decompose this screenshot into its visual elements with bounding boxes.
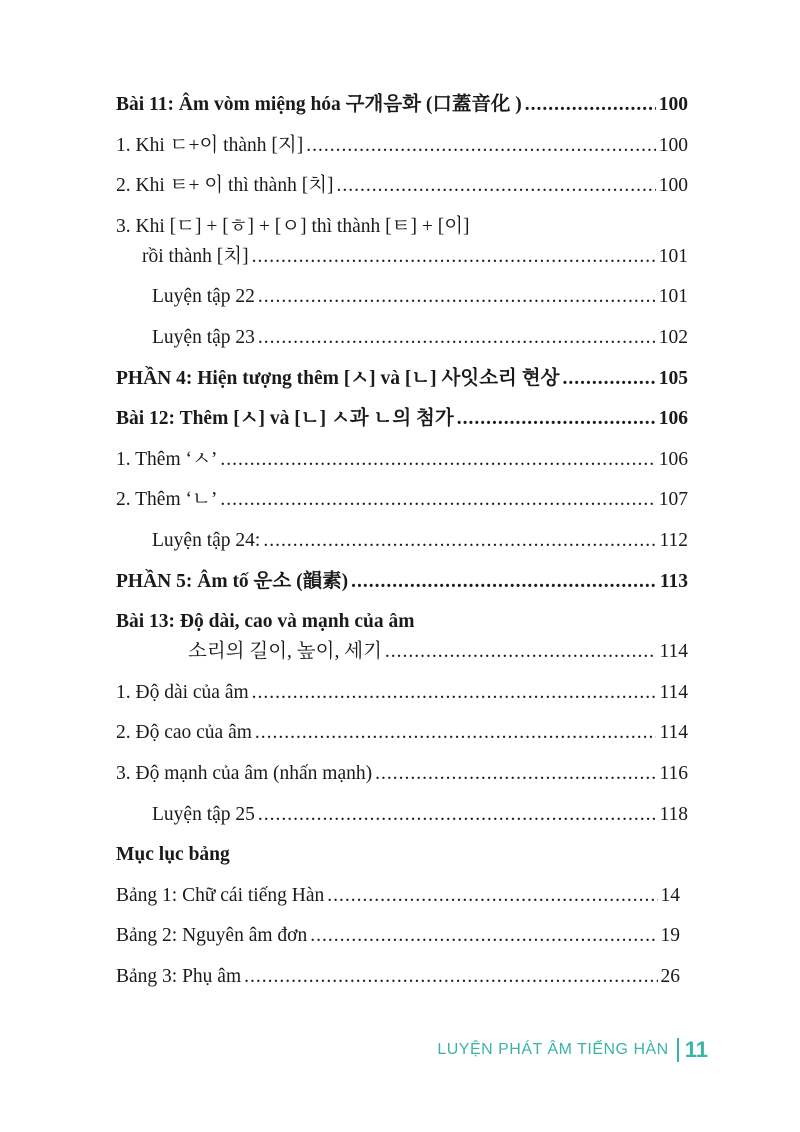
page-number: 11 [684,1037,708,1062]
toc-entry-page: 100 [658,175,688,197]
toc-entry-page: 106 [658,408,688,430]
toc-entry-table-3[interactable] [116,963,688,991]
dot-leader [252,679,657,707]
toc-entry-11-3[interactable] [116,213,688,241]
toc-entry-title: PHẦN 4: Hiện tượng thêm [ㅅ] và [ㄴ] 사잇소리 현상 [116,367,560,389]
toc-entry-title: Bài 11: Âm vòm miệng hóa 구개음화 (口蓋音化 ) [116,94,522,115]
toc-entry-page: 19 [660,925,680,947]
dot-leader [351,568,657,596]
toc-entry-practice-24[interactable] [116,527,688,555]
book-title: LUYỆN PHÁT ÂM TIẾNG HÀN [437,1041,669,1058]
toc-entry-title: Luyện tập 22 [152,286,255,308]
toc-entry-page: 118 [659,803,688,825]
dot-leader [385,638,657,666]
dot-leader [258,324,656,352]
toc-entry-title: 1. Độ dài của âm [116,681,249,703]
dot-leader [258,801,657,829]
dot-leader [562,365,655,393]
toc-entry-13-3[interactable] [116,760,688,788]
toc-entry-table-1[interactable] [116,882,688,910]
toc-entry-page: 116 [659,762,688,784]
dot-leader [327,882,657,910]
dot-leader [337,172,656,200]
toc-entry-lesson-12[interactable] [116,405,688,433]
toc-entry-practice-25[interactable] [116,801,688,829]
toc-entry-part-4[interactable] [116,365,688,393]
toc-entry-title: PHẦN 5: Âm tố 운소 (韻素) [116,570,349,592]
toc-entry-page: 112 [659,529,688,551]
dot-leader [220,486,655,514]
toc-entry-page: 101 [658,286,688,308]
toc-entry-title: 2. Khi ㅌ+ 이 thì thành [치] [116,175,334,197]
toc-entry-title: Bảng 3: Phụ âm [116,965,242,987]
page-footer [437,1037,708,1063]
toc-entry-title: Luyện tập 23 [152,326,255,348]
toc-entry-11-1[interactable] [116,132,688,160]
toc-entry-page: 26 [660,965,680,987]
dot-leader [457,405,656,433]
toc-entry-13-1[interactable] [116,679,688,707]
toc-entry-lesson-11[interactable] [116,91,688,119]
tables-heading: Mục lục bảng [116,844,230,866]
toc-entry-part-5[interactable] [116,568,688,596]
toc-entry-page: 113 [659,570,688,592]
toc-entry-page: 114 [659,722,688,744]
toc-entry-page: 107 [658,489,688,511]
toc-entry-lesson-13[interactable] [116,608,688,636]
footer-divider [677,1038,679,1062]
dot-leader [263,527,656,555]
toc-entry-13-2[interactable] [116,719,688,747]
toc-entry-table-2[interactable] [116,922,688,950]
toc-entry-title: 소리의 길이, 높이, 세기 [188,641,382,663]
toc-entry-11-3-continued[interactable] [116,243,688,271]
dot-leader [258,283,656,311]
dot-leader [306,132,656,160]
dot-leader [244,963,657,991]
toc-entry-practice-22[interactable] [116,283,688,311]
toc-entry-title: Bài 12: Thêm [ㅅ] và [ㄴ] ㅅ과 ㄴ의 첨가 [116,408,454,430]
toc-entry-page: 114 [659,681,688,703]
dot-leader [375,760,656,788]
toc-entry-title: 1. Thêm ‘ㅅ’ [116,448,218,470]
toc-entry-page: 101 [658,245,688,267]
toc-entry-title: rồi thành [치] [142,245,249,267]
toc-entry-title: 3. Khi [ㄷ] + [ㅎ] + [ㅇ] thì thành [ㅌ] + [이] [116,215,470,237]
toc-entry-title: 2. Thêm ‘ㄴ’ [116,489,218,511]
dot-leader [310,922,657,950]
dot-leader [255,719,657,747]
toc-entry-title: 3. Độ mạnh của âm (nhấn mạnh) [116,762,373,784]
toc-entry-practice-23[interactable] [116,324,688,352]
toc-entry-page: 114 [659,641,688,663]
toc-entry-page: 105 [658,367,688,389]
toc-entry-title: Bảng 1: Chữ cái tiếng Hàn [116,884,325,906]
toc-entry-12-2[interactable] [116,486,688,514]
toc-entry-title: 2. Độ cao của âm [116,722,252,744]
toc-entry-11-2[interactable] [116,172,688,200]
toc-entry-title: Luyện tập 25 [152,803,255,825]
toc-entry-12-1[interactable] [116,446,688,474]
toc-entry-page: 106 [658,448,688,470]
toc-entry-page: 14 [660,884,680,906]
dot-leader [525,91,656,119]
toc-entry-lesson-13-continued[interactable] [116,638,688,666]
toc-entry-title: 1. Khi ㄷ+이 thành [지] [116,134,304,156]
table-of-contents [116,91,688,991]
toc-entry-page: 100 [658,94,688,115]
toc-entry-title: Bài 13: Độ dài, cao và mạnh của âm [116,611,415,633]
dot-leader [252,243,656,271]
toc-entry-title: Bảng 2: Nguyên âm đơn [116,925,308,947]
toc-entry-page: 100 [658,134,688,156]
toc-entry-page: 102 [658,326,688,348]
dot-leader [220,446,655,474]
toc-entry-title: Luyện tập 24: [152,529,261,551]
